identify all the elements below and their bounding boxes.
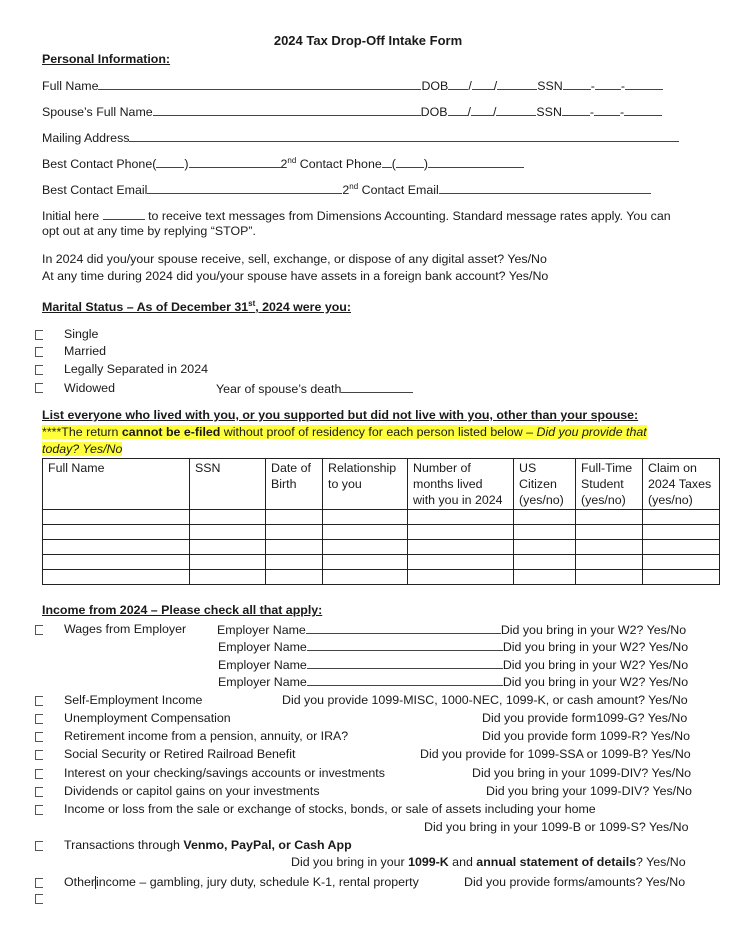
spouse-ssn-label: SSN [536, 105, 562, 119]
table-cell[interactable] [323, 540, 408, 555]
phone2-area-field[interactable] [396, 156, 424, 168]
email-label: Best Contact Email [42, 183, 148, 198]
venmo-q-statement: annual statement of details [476, 855, 637, 869]
spouse-dob-year-field[interactable] [496, 104, 536, 116]
ssn-label: SSN [537, 79, 563, 93]
table-cell[interactable] [190, 525, 266, 540]
other-income-text: income – gambling, jury duty, schedule K-1, rental property [96, 875, 419, 889]
employer-name-label: Employer Name [218, 675, 307, 689]
self-employment-label: Self-Employment Income [64, 693, 203, 707]
table-cell[interactable] [190, 570, 266, 585]
venmo-label-bold: Venmo, PayPal, or Cash App [183, 838, 352, 852]
email-field[interactable] [147, 182, 342, 194]
warning-question: Did you provide that [536, 425, 647, 439]
phone2-gap [382, 156, 392, 168]
employer-name-label: Employer Name [218, 658, 307, 672]
wages-label: Wages from Employer [64, 622, 187, 636]
dividends-label: Dividends or capitol gains on your investments [64, 784, 320, 798]
phone2-label-text: Contact Phone [296, 157, 382, 172]
ssn-dash: - [620, 79, 625, 93]
consent-initial-label: Initial here [42, 209, 100, 223]
marital-single-label: Single [64, 327, 99, 341]
ssn-dash: - [589, 105, 595, 119]
col-full-name: Full Name [43, 459, 190, 510]
checkbox-married[interactable] [35, 347, 43, 357]
retirement-label: Retirement income from a pension, annuity, or IRA? [64, 729, 349, 743]
table-cell[interactable] [266, 570, 323, 585]
table-cell[interactable] [266, 555, 323, 570]
employer-name-label: Employer Name [217, 623, 306, 637]
spouse-dob-month-field[interactable] [448, 104, 468, 116]
interest-label: Interest on your checking/savings accounts or investments [64, 766, 385, 780]
venmo-label [64, 838, 352, 852]
checkbox-single[interactable] [35, 330, 43, 340]
dependents-warning-line2 [42, 442, 122, 456]
paren-open: ( [391, 157, 396, 172]
table-cell[interactable] [408, 525, 514, 540]
employer-row-2 [218, 639, 688, 654]
checkbox-interest[interactable] [35, 769, 43, 779]
col-student: Full-Time Student (yes/no) [576, 459, 643, 510]
marital-heading-sup: st [248, 299, 256, 308]
asset-sale-label: Income or loss from the sale or exchange of stocks, bonds, or sale of assets including your home [64, 802, 596, 816]
phone2-label-sup: nd [287, 156, 297, 165]
table-cell[interactable] [576, 510, 643, 525]
employer-name-field[interactable] [307, 674, 503, 686]
phone2-label [281, 157, 382, 171]
checkbox-separated[interactable] [35, 365, 43, 375]
table-cell[interactable] [576, 525, 643, 540]
table-cell[interactable] [266, 540, 323, 555]
col-ssn: SSN [190, 459, 266, 510]
col-citizen: US Citizen (yes/no) [514, 459, 576, 510]
text-consent-line1 [42, 208, 671, 223]
death-year-field[interactable] [341, 381, 413, 393]
table-cell[interactable] [408, 570, 514, 585]
unemployment-label: Unemployment Compensation [64, 711, 231, 725]
table-cell[interactable] [266, 525, 323, 540]
table-row [43, 555, 720, 570]
mailing-field[interactable] [129, 130, 679, 142]
phone-area-field[interactable] [156, 156, 184, 168]
dependents-table [42, 458, 720, 585]
warning-text: without proof of residency for each person listed below – [220, 425, 537, 439]
table-cell[interactable] [408, 510, 514, 525]
dob-slash: / [492, 105, 497, 119]
checkbox-widowed[interactable] [35, 383, 43, 393]
email2-label-num: 2 [342, 183, 350, 198]
table-cell[interactable] [514, 540, 576, 555]
venmo-q-yesno: ? Yes/No [636, 855, 686, 869]
table-cell[interactable] [43, 570, 190, 585]
dob-month-field[interactable] [448, 78, 468, 90]
table-cell[interactable] [514, 555, 576, 570]
ssn-part2-field[interactable] [595, 78, 621, 90]
marital-married-label: Married [64, 344, 106, 358]
table-cell[interactable] [514, 510, 576, 525]
paren-close: ) [184, 157, 189, 172]
consent-initial-field[interactable] [103, 208, 145, 220]
checkbox-unemployment[interactable] [35, 714, 43, 724]
table-cell[interactable] [323, 555, 408, 570]
marital-heading-tail: , 2024 were you: [255, 300, 351, 315]
checkbox-retirement[interactable] [35, 732, 43, 742]
checkbox-venmo[interactable] [35, 841, 43, 851]
social-security-question: Did you provide for 1099-SSA or 1099-B? Yes/No [420, 747, 691, 761]
phone-row [42, 156, 524, 171]
checkbox-wages[interactable] [35, 625, 43, 635]
venmo-label-text: Transactions through [64, 838, 184, 852]
table-cell[interactable] [643, 570, 720, 585]
employer-name-field[interactable] [307, 639, 503, 651]
dob-slash: / [493, 79, 498, 93]
table-cell[interactable] [408, 540, 514, 555]
ssn-part1-field[interactable] [563, 78, 591, 90]
other-income-word: Other [64, 875, 95, 889]
interest-question: Did you bring in your 1099-DIV? Yes/No [472, 766, 692, 780]
table-row [43, 570, 720, 585]
table-cell[interactable] [643, 540, 720, 555]
spouse-name-field[interactable] [153, 104, 421, 116]
employer-name-field[interactable] [307, 657, 503, 669]
table-cell[interactable] [576, 570, 643, 585]
warning-stars: ****The return [42, 425, 122, 439]
table-cell[interactable] [643, 510, 720, 525]
full-name-field[interactable] [98, 78, 421, 90]
table-cell[interactable] [408, 555, 514, 570]
spouse-ssn-part2-field[interactable] [594, 104, 620, 116]
checkbox-other-income[interactable] [35, 878, 43, 888]
w2-question: Did you bring in your W2? Yes/No [502, 640, 689, 654]
retirement-question: Did you provide form 1099-R? Yes/No [482, 729, 691, 743]
email2-label: Contact Email [358, 183, 439, 198]
dob-slash: / [468, 79, 472, 93]
col-months: Number of months lived with you in 2024 [408, 459, 514, 510]
other-income-question: Did you provide forms/amounts? Yes/No [464, 875, 686, 889]
asset-sale-question: Did you bring in your 1099-B or 1099-S? Yes/No [424, 820, 689, 834]
ssn-part3-field[interactable] [625, 78, 663, 90]
table-cell[interactable] [323, 525, 408, 540]
table-row [43, 525, 720, 540]
spouse-name-row [42, 104, 662, 119]
spouse-dob-day-field[interactable] [471, 104, 493, 116]
table-cell[interactable] [190, 540, 266, 555]
ssn-dash: - [590, 79, 595, 93]
consent-text: to receive text messages from Dimensions Accounting. Standard message rates apply. You can [148, 209, 671, 223]
email2-label-sup: nd [349, 182, 359, 191]
dob-day-field[interactable] [472, 78, 494, 90]
self-employment-question: Did you provide 1099-MISC, 1000-NEC, 1099-K, or cash amount? Yes/No [282, 693, 688, 707]
email-row [42, 182, 651, 197]
table-cell[interactable] [643, 555, 720, 570]
employer-row-1 [217, 622, 686, 637]
full-name-label: Full Name [42, 79, 99, 93]
dividends-question: Did you bring your 1099-DIV? Yes/No [486, 784, 692, 798]
spouse-name-label: Spouse’s Full Name [42, 105, 153, 119]
venmo-q-and: and [448, 855, 477, 869]
table-cell[interactable] [576, 555, 643, 570]
mailing-row [42, 130, 679, 145]
spouse-ssn-part3-field[interactable] [624, 104, 662, 116]
table-cell[interactable] [43, 555, 190, 570]
w2-question: Did you bring in your W2? Yes/No [502, 675, 689, 689]
dob-label: DOB [421, 79, 449, 93]
checkbox-self-employment[interactable] [35, 696, 43, 706]
employer-name-label: Employer Name [218, 640, 307, 654]
dependents-warning-line1 [42, 425, 647, 439]
unemployment-question: Did you provide form1099-G? Yes/No [482, 711, 688, 725]
digital-asset-question: In 2024 did you/your spouse receive, sell, exchange, or dispose of any digital asset? Yes/No [42, 252, 547, 266]
full-name-row [42, 78, 663, 93]
dob-slash: / [467, 105, 471, 119]
table-cell[interactable] [576, 540, 643, 555]
employer-row-3 [218, 657, 688, 672]
col-dob: Date of Birth [266, 459, 323, 510]
w2-question: Did you bring in your W2? Yes/No [502, 658, 689, 672]
table-header-row [43, 459, 720, 510]
employer-row-4 [218, 674, 688, 689]
table-cell[interactable] [514, 570, 576, 585]
table-cell[interactable] [43, 510, 190, 525]
warning-bold: cannot be e-filed [121, 425, 221, 439]
marital-heading [42, 299, 351, 314]
phone-field[interactable] [189, 156, 281, 168]
col-relationship: Relationship to you [323, 459, 408, 510]
ssn-dash: - [620, 105, 625, 119]
table-cell[interactable] [643, 525, 720, 540]
paren-close: ) [423, 157, 429, 172]
warning-question-end: today? Yes/No [42, 442, 123, 456]
col-claim: Claim on 2024 Taxes (yes/no) [643, 459, 720, 510]
checkbox-asset-sale[interactable] [35, 805, 43, 815]
table-cell[interactable] [43, 525, 190, 540]
table-cell[interactable] [190, 555, 266, 570]
phone2-label-num: 2 [280, 157, 288, 172]
table-cell[interactable] [190, 510, 266, 525]
dob-year-field[interactable] [497, 78, 537, 90]
checkbox-social-security[interactable] [35, 750, 43, 760]
table-cell[interactable] [266, 510, 323, 525]
death-year-row [216, 381, 413, 396]
mailing-label: Mailing Address [42, 131, 130, 145]
text-consent-line2: opt out at any time by replying “STOP”. [42, 224, 256, 238]
form-title: 2024 Tax Drop-Off Intake Form [273, 33, 463, 48]
income-heading: Income from 2024 – Please check all that apply: [42, 603, 323, 617]
dependents-heading: List everyone who lived with you, or you supported but did not live with you, other than your spouse: [42, 408, 639, 422]
table-cell[interactable] [323, 570, 408, 585]
w2-question: Did you bring in your W2? Yes/No [500, 623, 687, 637]
table-row [43, 510, 720, 525]
checkbox-extra[interactable] [35, 894, 43, 904]
marital-separated-label: Legally Separated in 2024 [64, 362, 208, 376]
table-cell[interactable] [323, 510, 408, 525]
phone-label: Best Contact Phone [42, 157, 153, 172]
email2-field[interactable] [439, 182, 651, 194]
phone2-field[interactable] [428, 156, 524, 168]
checkbox-dividends[interactable] [35, 787, 43, 797]
spouse-ssn-part1-field[interactable] [562, 104, 590, 116]
table-cell[interactable] [514, 525, 576, 540]
venmo-q-1099k: 1099-K [408, 855, 449, 869]
foreign-account-question: At any time during 2024 did you/your spouse have assets in a foreign bank account? Yes/No [42, 269, 549, 283]
paren-open: ( [152, 157, 157, 172]
warning-highlight [42, 425, 647, 439]
other-income-label [64, 875, 419, 889]
employer-name-field[interactable] [306, 622, 501, 634]
social-security-label: Social Security or Retired Railroad Benefit [64, 747, 296, 761]
venmo-q-text: Did you bring in your [291, 855, 409, 869]
table-cell[interactable] [43, 540, 190, 555]
personal-info-heading: Personal Information: [42, 52, 171, 66]
venmo-question [291, 855, 686, 869]
table-row [43, 540, 720, 555]
death-year-label: Year of spouse’s death [216, 382, 342, 396]
marital-widowed-label: Widowed [64, 381, 115, 395]
spouse-dob-label: DOB [420, 105, 448, 119]
marital-heading-text: Marital Status – As of December 31 [42, 300, 249, 315]
